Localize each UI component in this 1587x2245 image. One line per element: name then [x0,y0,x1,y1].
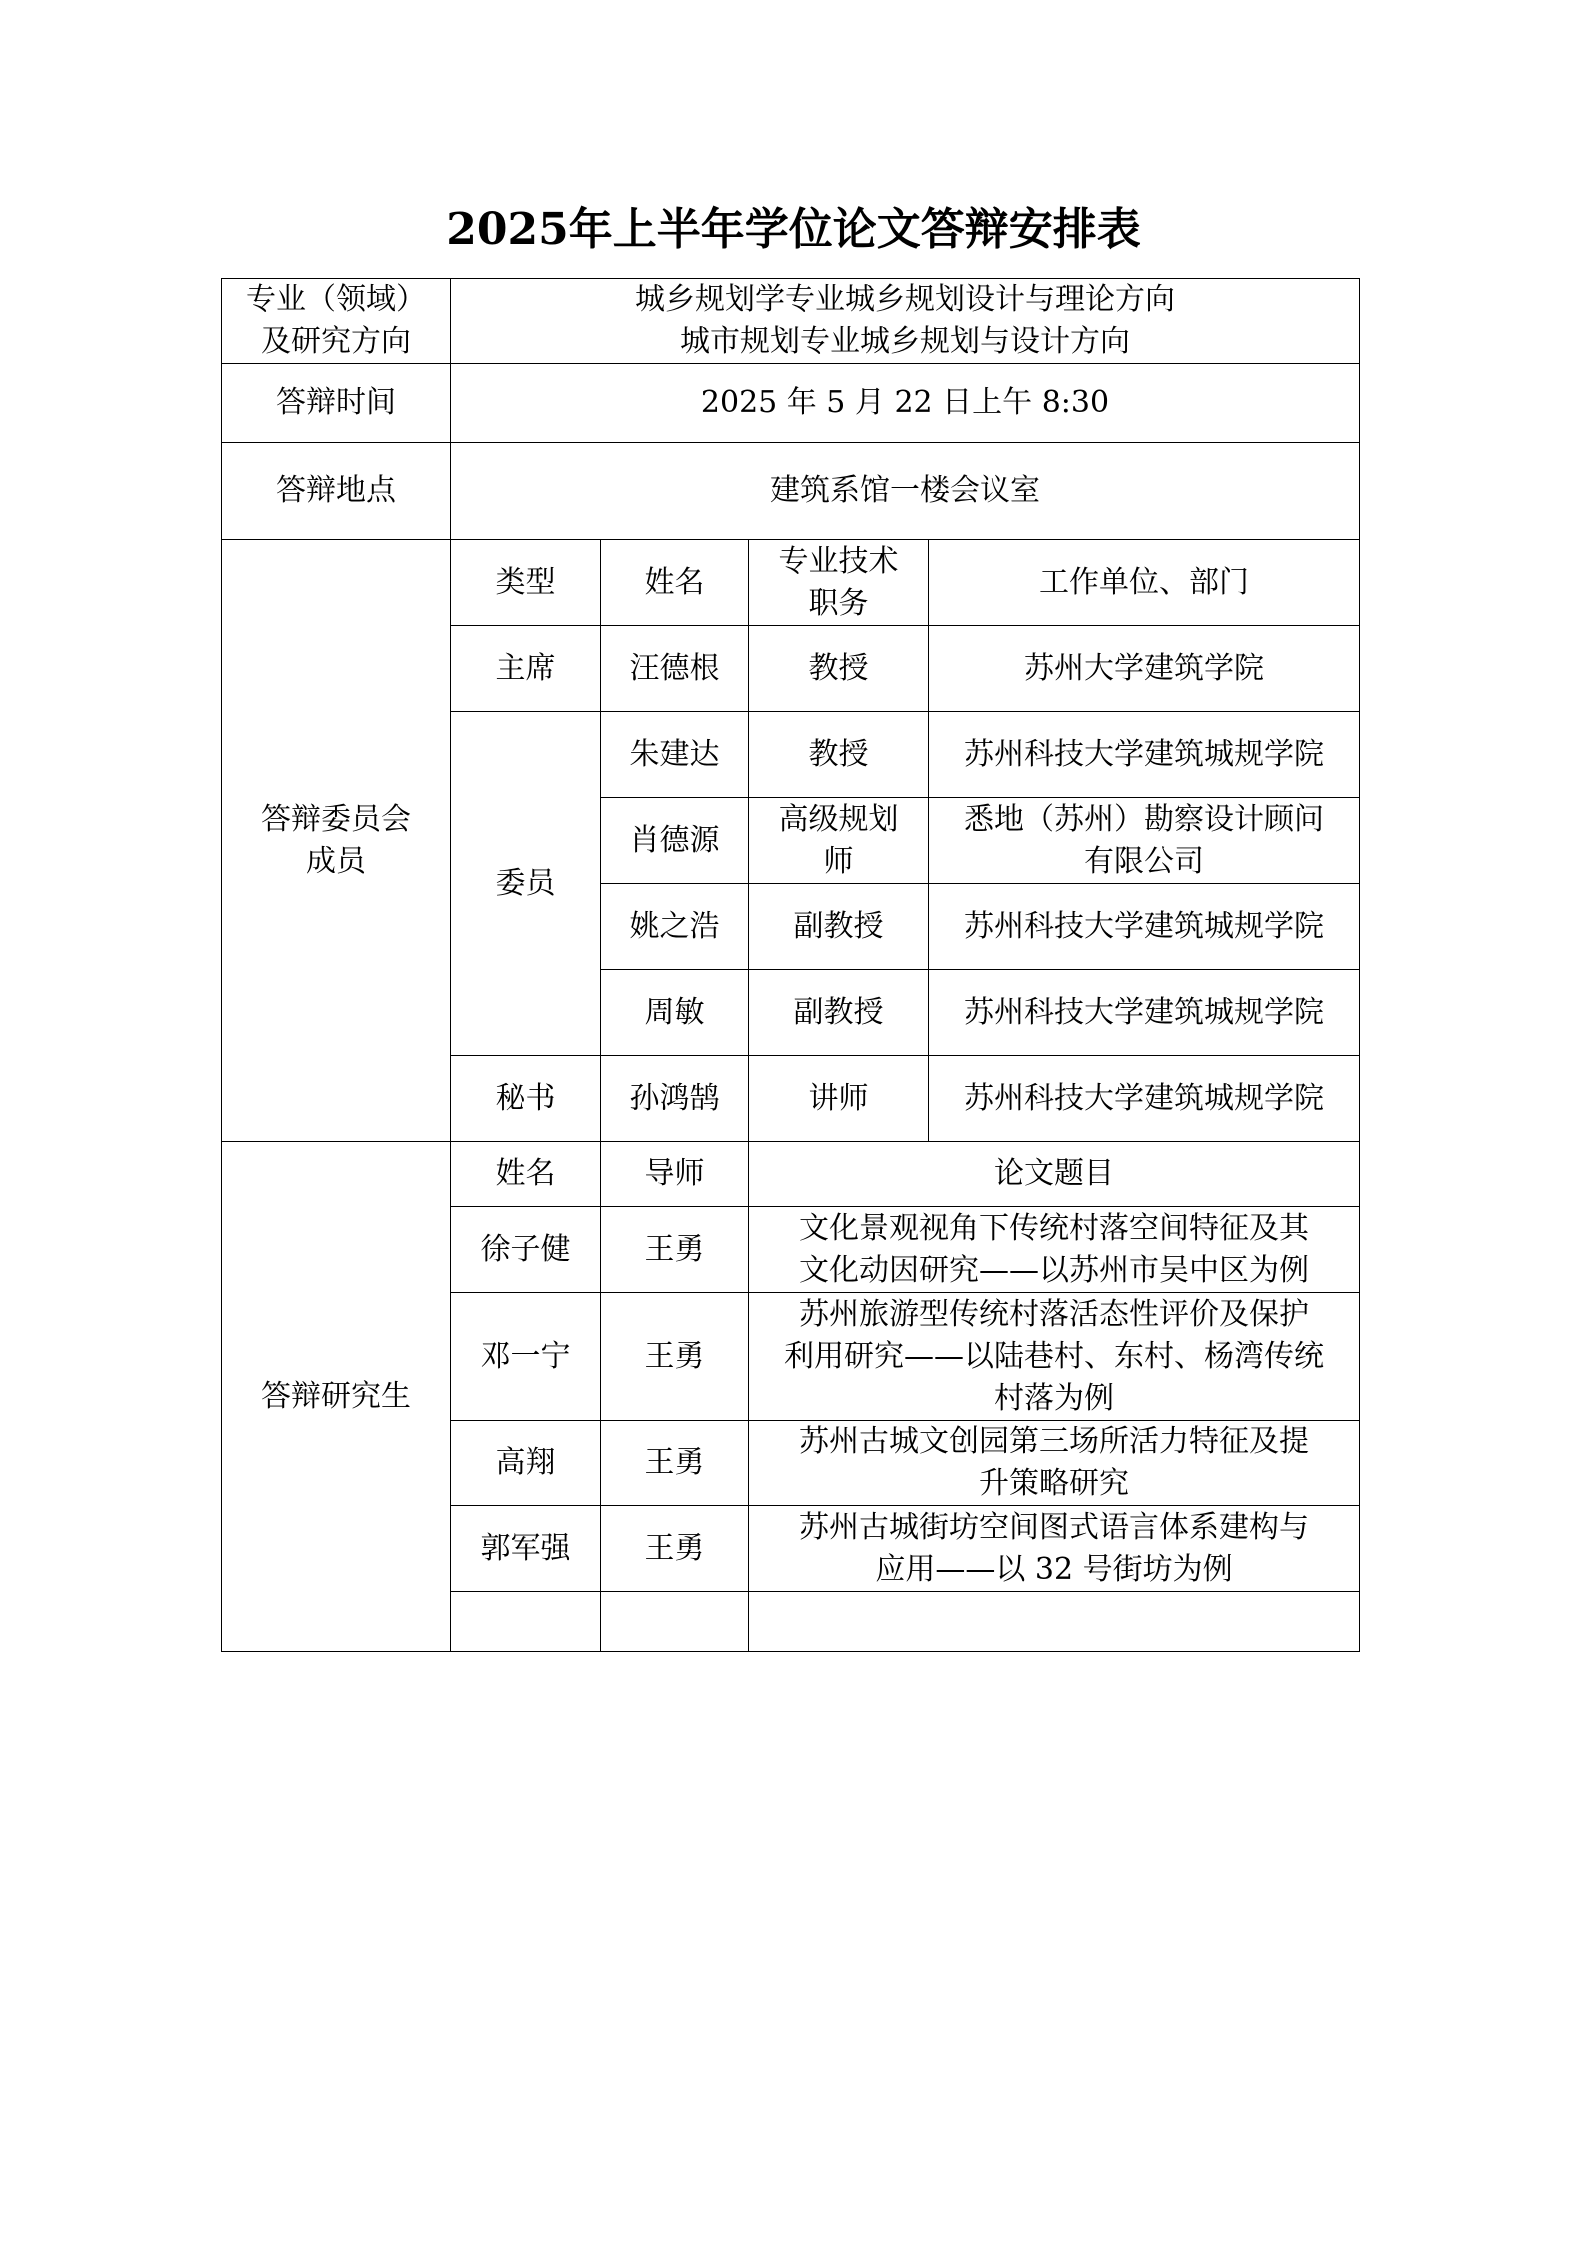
time-label: 答辩时间 [222,364,451,443]
secretary-name: 孙鸿鹄 [601,1056,749,1142]
page-title: 2025年上半年学位论文答辩安排表 [446,204,1141,255]
secretary-unit: 苏州科技大学建筑城规学院 [929,1056,1360,1142]
committee-label-line: 成员 [306,843,366,879]
student-topic-line: 升策略研究 [979,1466,1129,1501]
member-unit-line: 苏州科技大学建筑城规学院 [964,994,1324,1030]
student-topic-line: 利用研究——以陆巷村、东村、杨湾传统 [784,1338,1324,1374]
committee-label [222,540,451,1142]
member-name: 姚之浩 [601,884,749,970]
member-unit-line: 苏州科技大学建筑城规学院 [964,908,1324,944]
student-name: 高翔 [451,1421,601,1506]
member-title-line: 高级规划 [778,801,899,837]
student-topic-line: 苏州古城文创园第三场所活力特征及提 [799,1424,1309,1459]
major-label [222,279,451,364]
defense-schedule-table [221,278,1360,1652]
student-advisor: 王勇 [601,1207,749,1293]
student-advisor: 王勇 [601,1421,749,1506]
place-value: 建筑系馆一楼会议室 [451,443,1360,540]
member-name: 肖德源 [601,798,749,884]
committee-header-title [749,540,929,626]
student-topic-line: 文化动因研究——以苏州市吴中区为例 [799,1252,1309,1288]
member-unit [929,970,1360,1056]
committee-header-title-line: 职务 [808,585,869,621]
student-name: 徐子健 [451,1207,601,1293]
students-header-name: 姓名 [451,1142,601,1207]
major-value-line: 城市规划专业城乡规划与设计方向 [680,324,1130,359]
committee-header-row [222,540,1360,626]
secretary-type: 秘书 [451,1056,601,1142]
member-title [749,884,929,970]
committee-header-type: 类型 [451,540,601,626]
member-unit-line: 苏州科技大学建筑城规学院 [964,736,1324,772]
student-topic-line: 苏州旅游型传统村落活态性评价及保护 [799,1296,1309,1332]
chair-type: 主席 [451,626,601,712]
member-name: 朱建达 [601,712,749,798]
member-unit [929,712,1360,798]
chair-title: 教授 [749,626,929,712]
member-name: 周敏 [601,970,749,1056]
empty-cell [451,1592,601,1652]
major-value [451,279,1360,364]
member-title [749,712,929,798]
member-unit [929,884,1360,970]
student-topic-line: 文化景观视角下传统村落空间特征及其 [799,1210,1309,1246]
time-row [222,364,1360,443]
student-name: 邓一宁 [451,1293,601,1421]
student-topic [749,1293,1360,1421]
member-unit-line: 有限公司 [1084,843,1204,879]
student-topic-line: 苏州古城街坊空间图式语言体系建构与 [799,1509,1309,1545]
chair-unit: 苏州大学建筑学院 [929,626,1360,712]
members-type: 委员 [451,712,601,1056]
committee-label-line: 答辩委员会 [261,801,411,837]
student-name: 郭军强 [451,1506,601,1592]
major-row [222,279,1360,364]
student-topic [749,1207,1360,1293]
students-header-row [222,1142,1360,1207]
member-title-line: 师 [823,843,854,879]
students-header-advisor: 导师 [601,1142,749,1207]
place-row [222,443,1360,540]
major-label-line: 专业（领域） [246,282,426,317]
place-label: 答辩地点 [222,443,451,540]
students-label: 答辩研究生 [222,1142,451,1652]
empty-cell [601,1592,749,1652]
member-unit [929,798,1360,884]
chair-name: 汪德根 [601,626,749,712]
student-topic [749,1421,1360,1506]
student-topic-line: 应用——以 32 号街坊为例 [875,1551,1233,1587]
member-title-line: 教授 [808,736,869,772]
committee-header-unit: 工作单位、部门 [929,540,1360,626]
committee-header-title-line: 专业技术 [778,543,899,579]
empty-cell [749,1592,1360,1652]
student-topic-line: 村落为例 [994,1380,1114,1416]
secretary-title: 讲师 [749,1056,929,1142]
time-value: 2025 年 5 月 22 日上午 8:30 [451,364,1360,443]
students-header-topic: 论文题目 [749,1142,1360,1207]
member-title [749,798,929,884]
member-title-line: 副教授 [793,908,884,944]
major-value-line: 城乡规划学专业城乡规划设计与理论方向 [635,282,1175,317]
member-title-line: 副教授 [793,994,884,1030]
member-unit-line: 悉地（苏州）勘察设计顾问 [964,801,1324,837]
major-label-line: 及研究方向 [261,324,411,359]
student-topic [749,1506,1360,1592]
student-advisor: 王勇 [601,1506,749,1592]
student-advisor: 王勇 [601,1293,749,1421]
member-title [749,970,929,1056]
committee-header-name: 姓名 [601,540,749,626]
